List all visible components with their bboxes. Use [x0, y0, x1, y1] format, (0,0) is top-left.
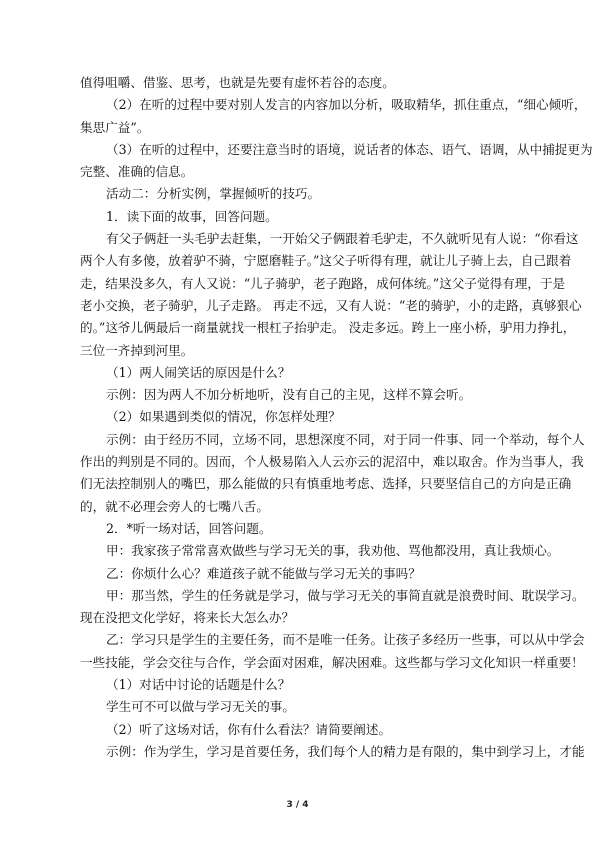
- text-line: 乙：学习只是学生的主要任务，而不是唯一任务。让孩子多经历一些事，可以从中学会: [106, 632, 585, 648]
- text-line: 现在没把文化学好，将来长大怎么办？: [80, 610, 295, 626]
- text-line: （1）对话中讨论的话题是什么？: [106, 677, 291, 693]
- text-line: 作出的判别是不同的。因而，个人极易陷入人云亦云的泥沼中，难以取舍。作为当事人，我: [80, 454, 584, 470]
- text-line: 活动二：分析实例，掌握倾听的技巧。: [106, 186, 321, 202]
- text-line: 示例：由于经历不同，立场不同，思想深度不同，对于同一件事、同一个举动，每个人: [106, 431, 585, 447]
- text-line: 集思广益”。: [80, 119, 150, 135]
- text-line: 一些技能，学会交往与合作，学会面对困难，解决困难。这些都与学习文化知识一样重要！: [80, 654, 584, 670]
- text-line: 示例：作为学生，学习是首要任务，我们每个人的精力是有限的，集中到学习上，才能: [106, 743, 585, 759]
- text-line: 三位一齐掉到河里。: [80, 342, 194, 358]
- text-line: （3）在听的过程中，还要注意当时的语境，说话者的体态、语气、语调，从中捕捉更为: [106, 141, 593, 157]
- document-body: [80, 72, 593, 763]
- text-line: 甲：那当然，学生的任务就是学习，做与学习无关的事简直就是浪费时间、耽误学习。: [106, 587, 585, 603]
- text-line: 老小交换，老子骑驴，儿子走路。 再走不远，又有人说：“老的骑驴，小的走路，真够狠心: [80, 297, 582, 313]
- text-line: 学生可不可以做与学习无关的事。: [106, 699, 295, 715]
- text-line: 1．读下面的故事，回答问题。: [106, 208, 278, 224]
- page-number: 3 / 4: [286, 800, 309, 810]
- text-line: （1）两人闹笑话的原因是什么？: [106, 364, 291, 380]
- text-line: 甲：我家孩子常常喜欢做些与学习无关的事，我劝他、骂他都没用，真让我烦心。: [106, 543, 560, 559]
- text-line: 们无法控制别人的嘴巴，那么能做的只有慎重地考虑、选择，只要坚信自己的方向是正确: [80, 476, 572, 492]
- text-line: 两个人有多傻，放着驴不骑，宁愿磨鞋子。”这父子听得有理，就让儿子骑上去，自己跟着: [80, 253, 572, 269]
- text-line: 2．*听一场对话，回答问题。: [106, 520, 272, 536]
- text-line: 值得咀嚼、借鉴、思考，也就是先要有虚怀若谷的态度。: [80, 75, 395, 90]
- text-line: 有父子俩赶一头毛驴去赶集，一开始父子俩跟着毛驴走，不久就听见有人说：“你看这: [106, 231, 579, 247]
- text-line: （2）听了这场对话，你有什么看法？请简要阐述。: [106, 721, 392, 737]
- text-line: 的，就不必理会旁人的七嘴八舌。: [80, 498, 269, 514]
- text-line: 乙：你烦什么心？难道孩子就不能做与学习无关的事吗？: [106, 565, 421, 581]
- text-line: 示例：因为两人不加分析地听，没有自己的主见，这样不算会听。: [106, 387, 472, 403]
- text-line: 走，结果没多久，有人又说：“儿子骑驴，老子跑路，成何体统。”这父子觉得有理，于是: [80, 275, 566, 291]
- text-line: 完整、准确的信息。: [80, 164, 194, 180]
- text-line: 的。”这爷儿俩最后一商量就找一根杠子抬驴走。 没走多远。跨上一座小桥，驴用力挣扎，: [80, 320, 576, 336]
- text-line: （2）如果遇到类似的情况，你怎样处理？: [106, 409, 341, 425]
- text-line: （2）在听的过程中要对别人发言的内容加以分析，吸取精华，抓住重点，“细心倾听，: [106, 97, 587, 113]
